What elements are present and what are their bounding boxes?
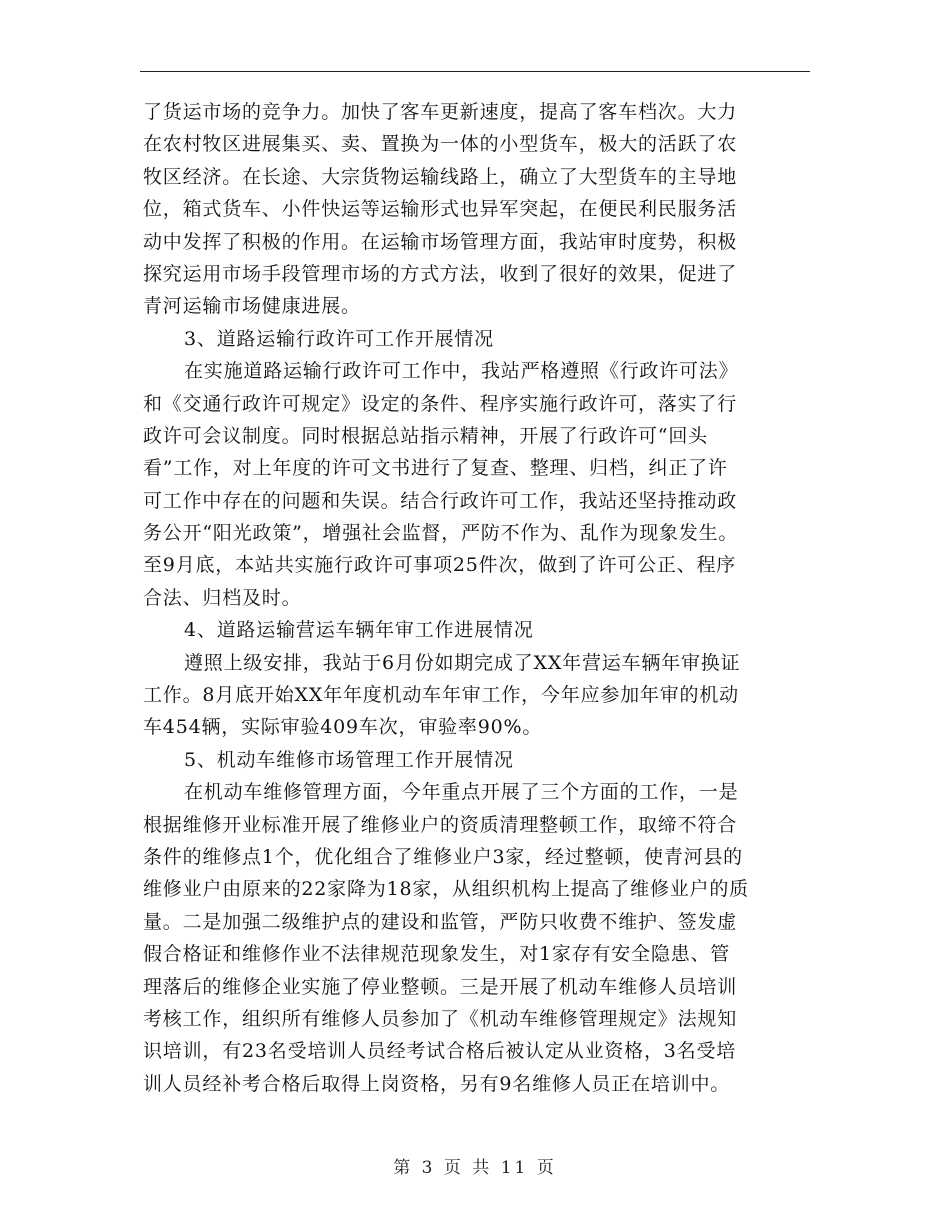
text-line: 牧区经济。在长途、大宗货物运输线路上，确立了大型货车的主导地 [143,165,738,188]
section-heading: 4、道路运输营运车辆年审工作进展情况 [184,619,534,642]
text-line: 在农村牧区进展集买、卖、置换为一体的小型货车，极大的活跃了农 [143,133,738,156]
text-line: 可工作中存在的问题和失误。结合行政许可工作，我站还坚持推动政 [143,489,738,512]
text-line: 条件的维修点1个，优化组合了维修业户3家，经过整顿，使青河县的 [143,845,743,868]
text-line: 根据维修开业标准开展了维修业户的资质清理整顿工作，取缔不符合 [143,813,738,836]
text-line: 务公开“阳光政策”，增强社会监督，严防不作为、乱作为现象发生。 [143,522,739,545]
text-line: 在机动车维修管理方面，今年重点开展了三个方面的工作，一是 [184,781,739,804]
text-line: 至9月底，本站共实施行政许可事项25件次，做到了许可公正、程序 [143,554,737,577]
text-line: 车454辆，实际审验409车次，审验率90%。 [143,716,543,739]
text-line: 位，箱式货车、小件快运等运输形式也异军突起，在便民利民服务活 [143,198,738,221]
text-line: 识培训，有23名受培训人员经考试合格后被认定从业资格，3名受培 [143,1040,737,1063]
text-line: 假合格证和维修作业不法律规范现象发生，对1家存有安全隐患、管 [143,943,731,966]
text-line: 和《交通行政许可规定》设定的条件、程序实施行政许可，落实了行 [143,392,738,415]
text-line: 看”工作，对上年度的许可文书进行了复查、整理、归档，纠正了许 [143,457,728,480]
header-rule [140,71,810,72]
text-line: 了货运市场的竞争力。加快了客车更新速度，提高了客车档次。大力 [143,101,738,123]
text-line: 量。二是加强二级维护点的建设和监管，严防只收费不维护、签发虚 [143,910,738,933]
document-body [143,96,810,1100]
text-line: 工作。8月底开始XX年年度机动车年审工作，今年应参加年审的机动 [143,684,739,707]
text-line: 在实施道路运输行政许可工作中，我站严格遵照《行政许可法》 [184,360,739,383]
text-line: 青河运输市场健康进展。 [143,295,361,318]
text-line: 政许可会议制度。同时根据总站指示精神，开展了行政许可“回头 [143,424,708,447]
text-line: 理落后的维修企业实施了停业整顿。三是开展了机动车维修人员培训 [143,975,738,998]
text-line: 探究运用市场手段管理市场的方式方法，收到了很好的效果，促进了 [143,262,738,285]
text-line: 考核工作，组织所有维修人员参加了《机动车维修管理规定》法规知 [143,1007,738,1030]
page-number: 第 3 页 共 11 页 [393,1158,557,1178]
text-line: 维修业户由原来的22家降为18家，从组织机构上提高了维修业户的质 [143,878,749,901]
section-heading: 5、机动车维修市场管理工作开展情况 [184,748,514,771]
text-line: 遵照上级安排，我站于6月份如期完成了XX年营运车辆年审换证 [184,651,741,674]
text-line: 训人员经补考合格后取得上岗资格，另有9名维修人员正在培训中。 [143,1072,731,1095]
text-line: 动中发挥了积极的作用。在运输市场管理方面，我站审时度势，积极 [143,230,738,253]
section-heading: 3、道路运输行政许可工作开展情况 [184,327,494,350]
text-line: 合法、归档及时。 [143,586,302,609]
